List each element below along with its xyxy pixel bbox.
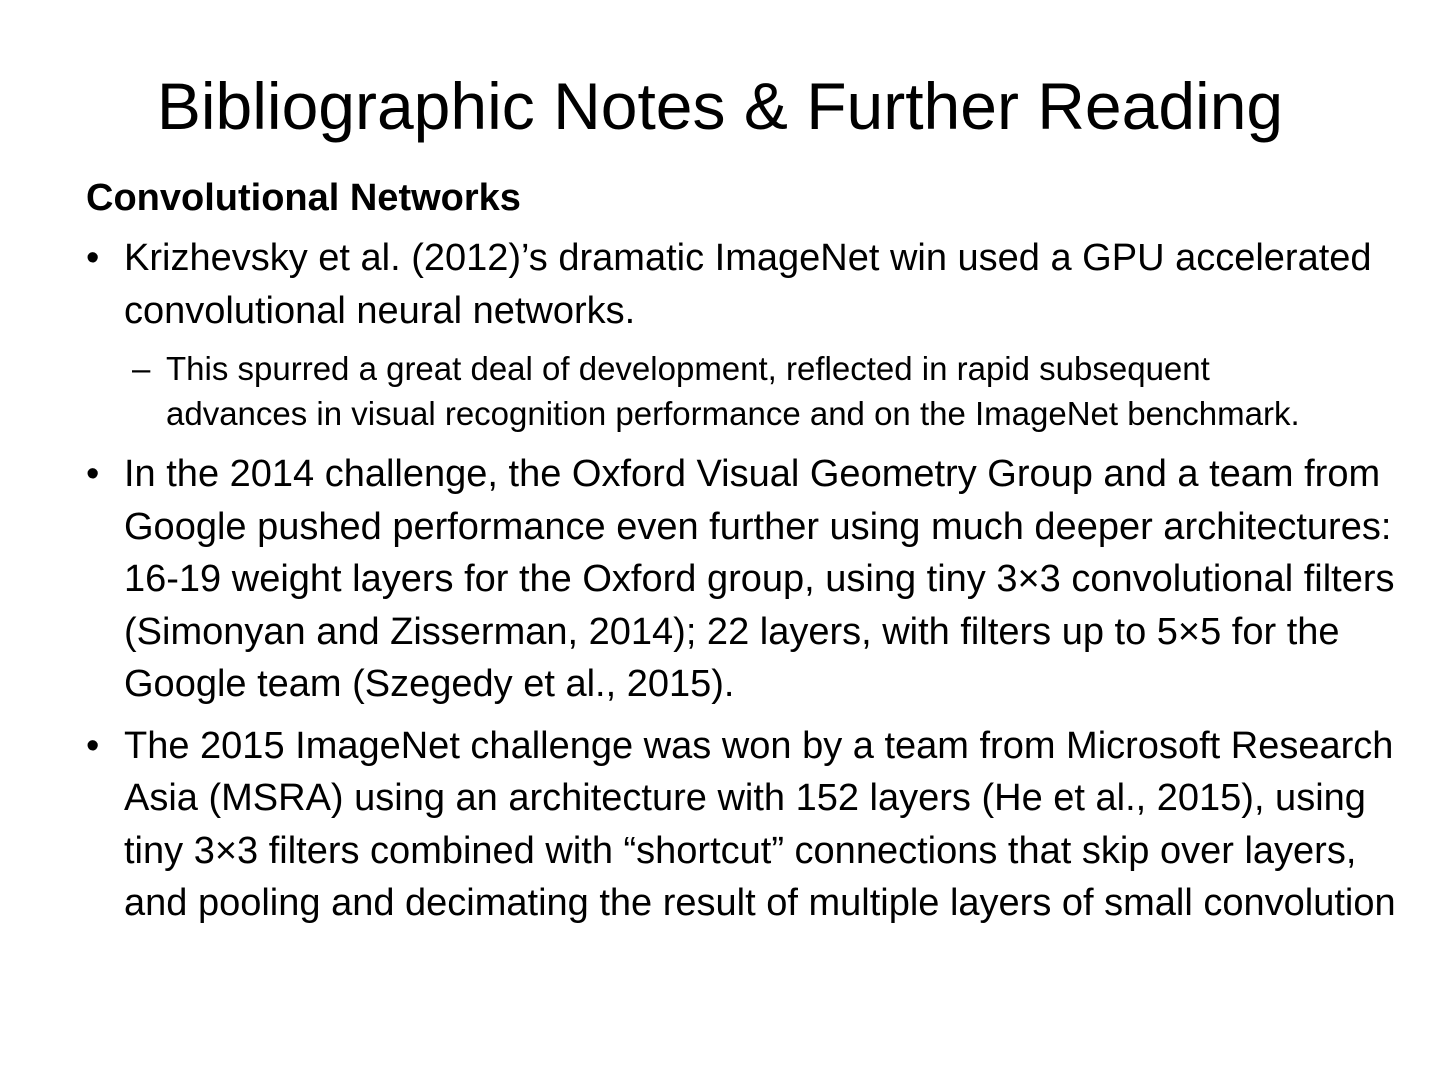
bullet-icon: • bbox=[86, 237, 100, 279]
bullet-list bbox=[86, 232, 1406, 939]
sub-bullet-item-development bbox=[132, 346, 1306, 436]
slide-title: Bibliographic Notes & Further Reading bbox=[156, 69, 1284, 143]
bullet-text: In the 2014 challenge, the Oxford Visual Geometry Group and a team from Google pushed performance even further using much deeper architectures: 16-19 weight layers for the Oxford group, using tiny 3×3 convolutional filters (Simonyan and Zisserman, 2014); 22 layers, with filters up to 5×5 for the Google team (Szegedy et al., 2015). bbox=[124, 453, 1395, 705]
section-heading: Convolutional Networks bbox=[86, 177, 521, 219]
bullet-item-krizhevsky bbox=[86, 232, 1406, 337]
dash-icon: – bbox=[132, 350, 151, 387]
bullet-icon: • bbox=[86, 453, 100, 495]
bullet-text: Krizhevsky et al. (2012)’s dramatic ImageNet win used a GPU accelerated convolutional neural networks. bbox=[124, 237, 1372, 332]
bullet-icon: • bbox=[86, 724, 100, 767]
sub-bullet-text: This spurred a great deal of development, reflected in rapid subsequent advances in visual recognition performance and on the ImageNet benchmark. bbox=[166, 350, 1300, 432]
bullet-text: The 2015 ImageNet challenge was won by a team from Microsoft Research Asia (MSRA) using an architecture with 152 layers (He et al., 2015), using tiny 3×3 filters combined with “shortcut” connections that skip over layers, and pooling and decimating the result of multiple layers of small convolution bbox=[124, 724, 1396, 924]
bullet-item-2014-challenge bbox=[86, 448, 1406, 711]
bullet-item-2015-challenge bbox=[86, 720, 1406, 930]
